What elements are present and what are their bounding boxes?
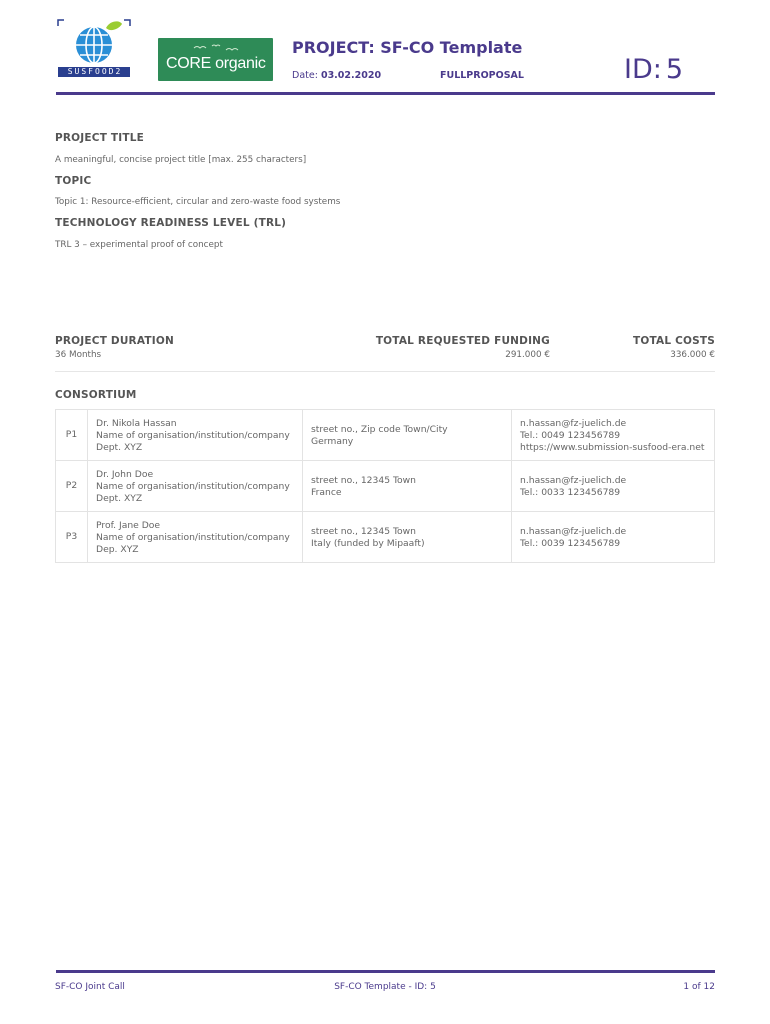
partner-country: Italy (funded by Mipaaft) (311, 538, 425, 549)
core-organic-logo-text: CORE organic (166, 55, 266, 72)
partner-address (303, 410, 512, 461)
partner-id: P1 (56, 410, 88, 461)
footer-center: SF-CO Template - ID: 5 (334, 982, 436, 992)
costs-value: 336.000 € (670, 350, 715, 360)
duration-label: PROJECT DURATION (55, 335, 174, 347)
partner-street: street no., 12345 Town (311, 526, 416, 537)
page-number: 1 of 12 (683, 982, 715, 992)
proposal-id (624, 54, 683, 85)
date-label: Date: (292, 70, 318, 81)
table-row (56, 410, 715, 461)
partner-id: P2 (56, 461, 88, 512)
partner-dept: Dept. XYZ (96, 442, 143, 453)
partner-person (88, 461, 303, 512)
partner-org: Name of organisation/institution/company (96, 532, 290, 543)
partner-address (303, 461, 512, 512)
partner-country: France (311, 487, 342, 498)
partner-email: n.hassan@fz-juelich.de (520, 418, 627, 429)
partner-name: Prof. Jane Doe (96, 520, 161, 531)
partner-tel: Tel.: 0039 123456789 (520, 538, 621, 549)
consortium-heading: CONSORTIUM (55, 389, 137, 401)
partner-id: P3 (56, 512, 88, 563)
funding-label: TOTAL REQUESTED FUNDING (375, 335, 550, 347)
partner-person (88, 410, 303, 461)
partner-name: Dr. John Doe (96, 469, 154, 480)
susfood-logo (56, 18, 132, 80)
susfood-logo-text: SUSFOOD2 (67, 67, 123, 76)
partner-dept: Dep. XYZ (96, 544, 139, 555)
funding-value: 291.000 € (505, 350, 550, 360)
consortium-table (55, 409, 715, 563)
footer-divider (56, 970, 715, 973)
summary-divider (55, 371, 715, 372)
partner-country: Germany (311, 436, 354, 447)
project-title-text: A meaningful, concise project title [max. 255 characters] (55, 155, 307, 165)
partner-email: n.hassan@fz-juelich.de (520, 475, 627, 486)
page-title: PROJECT: SF-CO Template (292, 38, 523, 57)
partner-contact (512, 512, 715, 563)
date-line (292, 70, 381, 81)
partner-street: street no., 12345 Town (311, 475, 416, 486)
partner-dept: Dept. XYZ (96, 493, 143, 504)
date-value: 03.02.2020 (320, 70, 382, 81)
partner-tel: Tel.: 0049 123456789 (520, 430, 621, 441)
partner-contact (512, 410, 715, 461)
project-title-heading: PROJECT TITLE (55, 132, 145, 144)
topic-heading: TOPIC (55, 175, 92, 187)
trl-heading: TECHNOLOGY READINESS LEVEL (TRL) (55, 217, 287, 229)
header-divider (56, 92, 715, 95)
partner-email: n.hassan@fz-juelich.de (520, 526, 627, 537)
trl-text: TRL 3 – experimental proof of concept (55, 240, 223, 250)
core-organic-logo (158, 38, 273, 81)
topic-text: Topic 1: Resource-efficient, circular and zero-waste food systems (55, 197, 341, 207)
table-row (56, 461, 715, 512)
costs-label: TOTAL COSTS (632, 335, 715, 347)
duration-value: 36 Months (55, 350, 102, 360)
partner-org: Name of organisation/institution/company (96, 430, 290, 441)
table-row (56, 512, 715, 563)
id-label: ID: (624, 54, 662, 85)
partner-tel: Tel.: 0033 123456789 (520, 487, 621, 498)
partner-name: Dr. Nikola Hassan (96, 418, 177, 429)
status-badge: FULLPROPOSAL (440, 70, 524, 81)
partner-address (303, 512, 512, 563)
birds-icon (192, 42, 242, 54)
id-value: 5 (665, 54, 684, 85)
footer-left: SF-CO Joint Call (55, 982, 125, 992)
partner-person (88, 512, 303, 563)
partner-street: street no., Zip code Town/City (311, 424, 448, 435)
partner-web: https://www.submission-susfood-era.net (520, 442, 705, 453)
partner-contact (512, 461, 715, 512)
partner-org: Name of organisation/institution/company (96, 481, 290, 492)
